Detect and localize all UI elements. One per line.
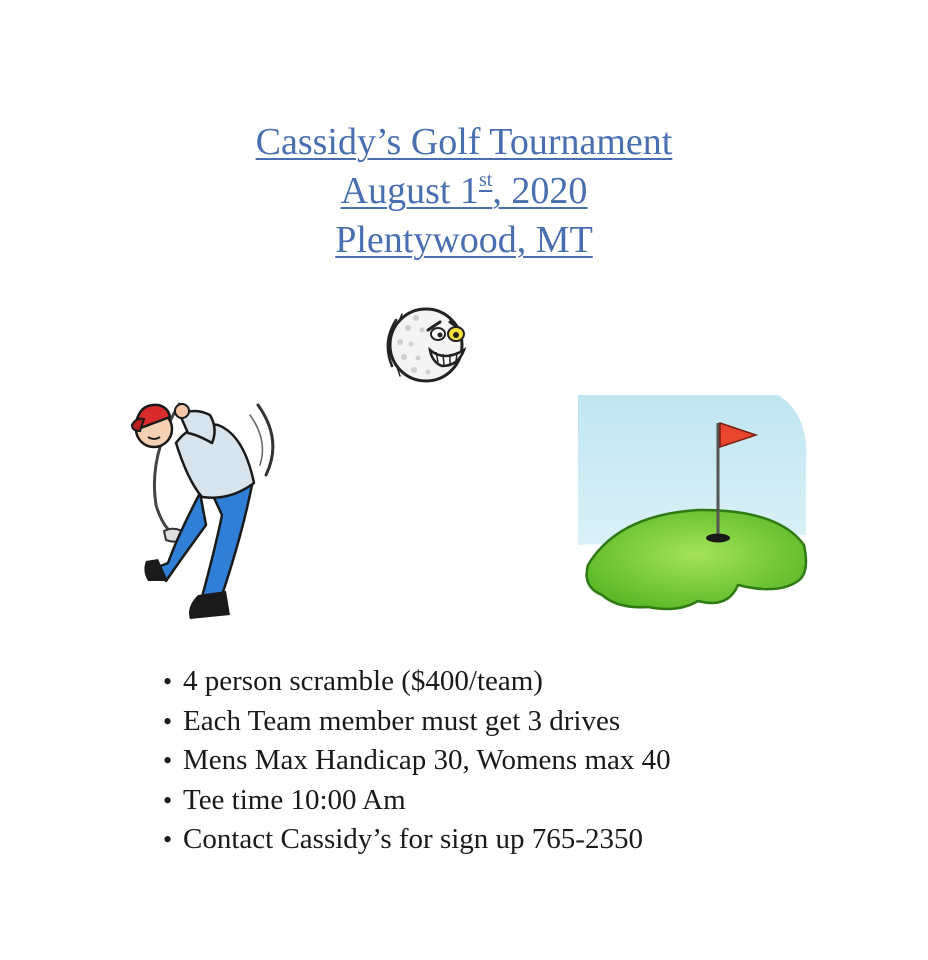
title-date xyxy=(0,167,928,216)
detail-item-format: • 4 person scramble ($400/team) xyxy=(163,662,671,702)
bullet-dot-icon: • xyxy=(163,785,173,815)
date-ordinal: st xyxy=(478,169,493,191)
detail-item-contact: • Contact Cassidy’s for sign up 765-2350 xyxy=(163,820,671,860)
bullet-dot-icon: • xyxy=(163,706,173,736)
date-suffix: , 2020 xyxy=(492,170,588,212)
detail-item-handicap: • Mens Max Handicap 30, Womens max 40 xyxy=(163,741,671,781)
title-date-text xyxy=(341,170,588,212)
bullet-dot-icon: • xyxy=(163,746,173,775)
title-location: Plentywood, MT xyxy=(335,219,593,261)
bullet-dot-icon: • xyxy=(163,667,173,696)
tournament-details-list xyxy=(163,662,671,860)
detail-item-drives: • Each Team member must get 3 drives xyxy=(163,702,671,742)
title-event-name: Cassidy’s Golf Tournament xyxy=(255,121,673,163)
flyer-title xyxy=(0,118,928,265)
detail-item-tee-time: • Tee time 10:00 Am xyxy=(163,781,671,821)
date-prefix: August 1 xyxy=(340,170,479,212)
bullet-dot-icon: • xyxy=(163,825,173,854)
angry-golf-ball-icon xyxy=(378,300,474,390)
putting-green-flag-icon xyxy=(578,395,810,625)
golfer-swing-icon xyxy=(118,385,284,630)
